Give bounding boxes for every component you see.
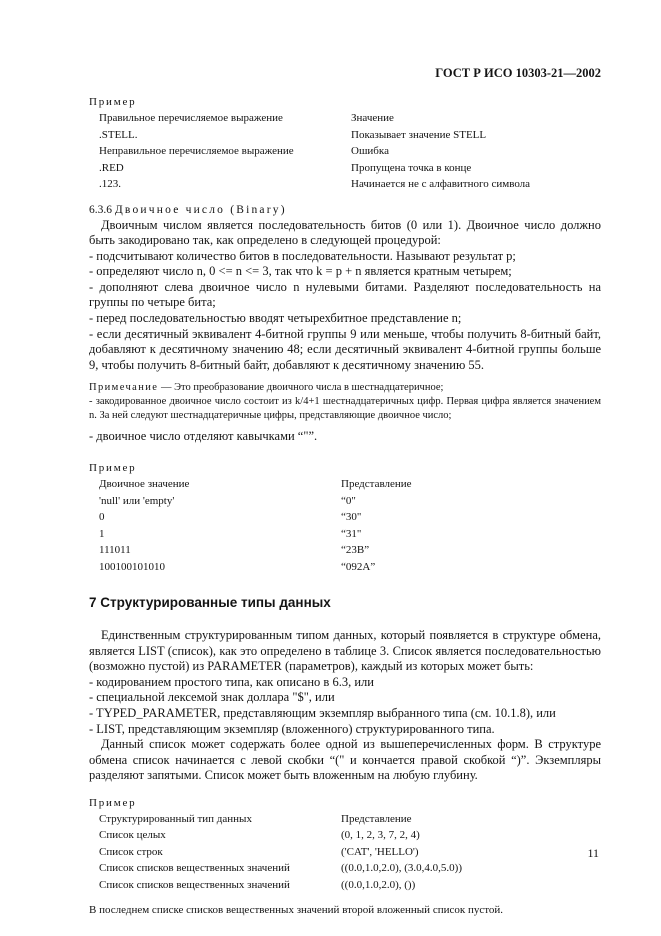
note-text: — Это преобразование двоичного числа в шестнадцатеричное;	[158, 382, 444, 394]
table-row	[89, 559, 601, 576]
table-cell: 100100101010	[99, 560, 165, 573]
table-cell: “31"	[341, 527, 362, 540]
table-row	[89, 493, 601, 510]
example-label: Пример	[89, 96, 137, 108]
paragraph: Единственным структурированным типом данных, который появляется в структуре обмена, является LIST (список), как это определено в таблице 3. Список является последовательностью (возможно пустой) из PARAMETER (параметров), каждый из которых может быть:	[89, 628, 601, 674]
table-cell: Правильное перечисляемое выражение	[99, 112, 283, 124]
list-item: - перед последовательностью вводят четырехбитное представление n;	[89, 311, 462, 326]
example-table-binary	[89, 476, 601, 575]
table-row	[89, 811, 601, 828]
table-cell: Начинается не с алфавитного символа	[351, 178, 531, 190]
table-cell: Значение	[351, 112, 394, 124]
paragraph: Двоичным числом является последовательность битов (0 или 1). Двоичное число должно быть закодировано так, как определено в следующей процедурой:	[89, 217, 601, 248]
list-item: - LIST, представляющим экземпляр (вложенного) структурированного типа.	[89, 721, 495, 736]
example-label: Пример	[89, 796, 137, 809]
table-cell: 'null' или 'empty'	[99, 494, 175, 507]
table-cell: Показывает значение STELL	[351, 128, 487, 141]
table-cell: .RED	[99, 161, 124, 174]
table-row	[89, 526, 601, 543]
table-row	[89, 827, 601, 844]
section-number: 6.3.6	[89, 203, 112, 216]
note	[89, 381, 601, 423]
page-content	[89, 95, 601, 918]
paragraph: Данный список может содержать более одной из вышеперечисленных форм. В структуре обмена список начинается с левой скобки “(" и кончается правой скобкой “)”. Экземпляры разделяют запятыми. Список может быть вложенным на любую глубину.	[89, 737, 601, 783]
table-cell: “092A”	[341, 560, 376, 573]
table-row	[89, 110, 601, 127]
table-row	[89, 160, 601, 177]
table-row	[89, 143, 601, 160]
note-text: - закодированное двоичное число состоит из k/4+1 шестнадцатеричных цифр. Первая цифра является значением n. За ней следуют шестнадцатеричные цифры, представляющие двоичное число;	[89, 396, 601, 422]
section-heading-7: 7 Структурированные типы данных	[89, 595, 331, 611]
list-item: - если десятичный эквивалент 4-битной группы 9 или меньше, чтобы получить 8-битный байт, добавляют к десятичному значению 48; если десятичный эквивалент 4-битной группы больше 9, чтобы получить 8-битный байт, добавляют к десятичному значению 55.	[89, 326, 601, 372]
table-cell: Представление	[341, 478, 412, 491]
table-cell: (0, 1, 2, 3, 7, 2, 4)	[341, 829, 420, 842]
table-cell: ('CAT', 'HELLO')	[341, 845, 419, 858]
list-item: - дополняют слева двоичное число n нулевыми битами. Разделяют последовательность на группы по четыре бита;	[89, 279, 601, 310]
example-label: Пример	[89, 462, 137, 475]
list-item: - кодированием простого типа, как описано в 6.3, или	[89, 674, 374, 689]
example-table-lists	[89, 811, 601, 894]
table-cell: Пропущена точка в конце	[351, 161, 472, 174]
section-body	[89, 628, 601, 784]
list-item: - двоичное число отделяют кавычками “"”.	[89, 429, 318, 444]
table-row	[89, 860, 601, 877]
table-cell: Двоичное значение	[99, 478, 190, 491]
table-row	[89, 509, 601, 526]
table-cell: “23B”	[341, 544, 370, 557]
table-row	[89, 476, 601, 493]
note-label: Примечание	[89, 382, 159, 394]
table-row	[89, 542, 601, 559]
section-body	[89, 218, 601, 374]
table-cell: Список списков вещественных значений	[99, 862, 290, 875]
table-cell: Список целых	[99, 829, 166, 842]
table-cell: “30"	[341, 511, 362, 524]
list-item: - подсчитывают количество битов в последовательности. Называют результат p;	[89, 248, 516, 263]
list-item: - специальной лексемой знак доллара "$", или	[89, 690, 335, 705]
table-cell: ((0.0,1.0,2.0), (3.0,4.0,5.0))	[341, 862, 462, 875]
table-cell: 0	[99, 511, 105, 524]
section-title: Двоичное число (Binary)	[114, 203, 287, 216]
table-cell: 1	[99, 527, 105, 540]
table-cell: Список списков вещественных значений	[99, 878, 290, 891]
table-cell: .123.	[99, 178, 121, 190]
table-cell: “0"	[341, 494, 356, 507]
table-row	[89, 127, 601, 144]
document-header: ГОСТ Р ИСО 10303-21—2002	[435, 66, 601, 80]
table-cell: Представление	[341, 812, 412, 825]
section-heading-6-3-6	[89, 203, 601, 218]
table-row	[89, 844, 601, 861]
table-cell: .STELL.	[99, 128, 138, 141]
table-cell: Список строк	[99, 845, 163, 858]
example-table-enum	[89, 110, 601, 193]
list-item: - определяют число n, 0 <= n <= 3, так что k = p + n является кратным четырем;	[89, 264, 512, 279]
example-footnote: В последнем списке списков вещественных значений второй вложенный список пустой.	[89, 904, 504, 917]
table-cell: Структурированный тип данных	[99, 812, 252, 825]
table-cell: Ошибка	[351, 145, 389, 157]
table-cell: ((0.0,1.0,2.0), ())	[341, 878, 416, 891]
page-number: 11	[587, 846, 599, 860]
list-item: - TYPED_PARAMETER, представляющим экземпляр выбранного типа (см. 10.1.8), или	[89, 706, 556, 720]
table-cell: 111011	[99, 544, 131, 557]
table-row	[89, 877, 601, 894]
table-row	[89, 176, 601, 193]
table-cell: Неправильное перечисляемое выражение	[99, 145, 294, 157]
